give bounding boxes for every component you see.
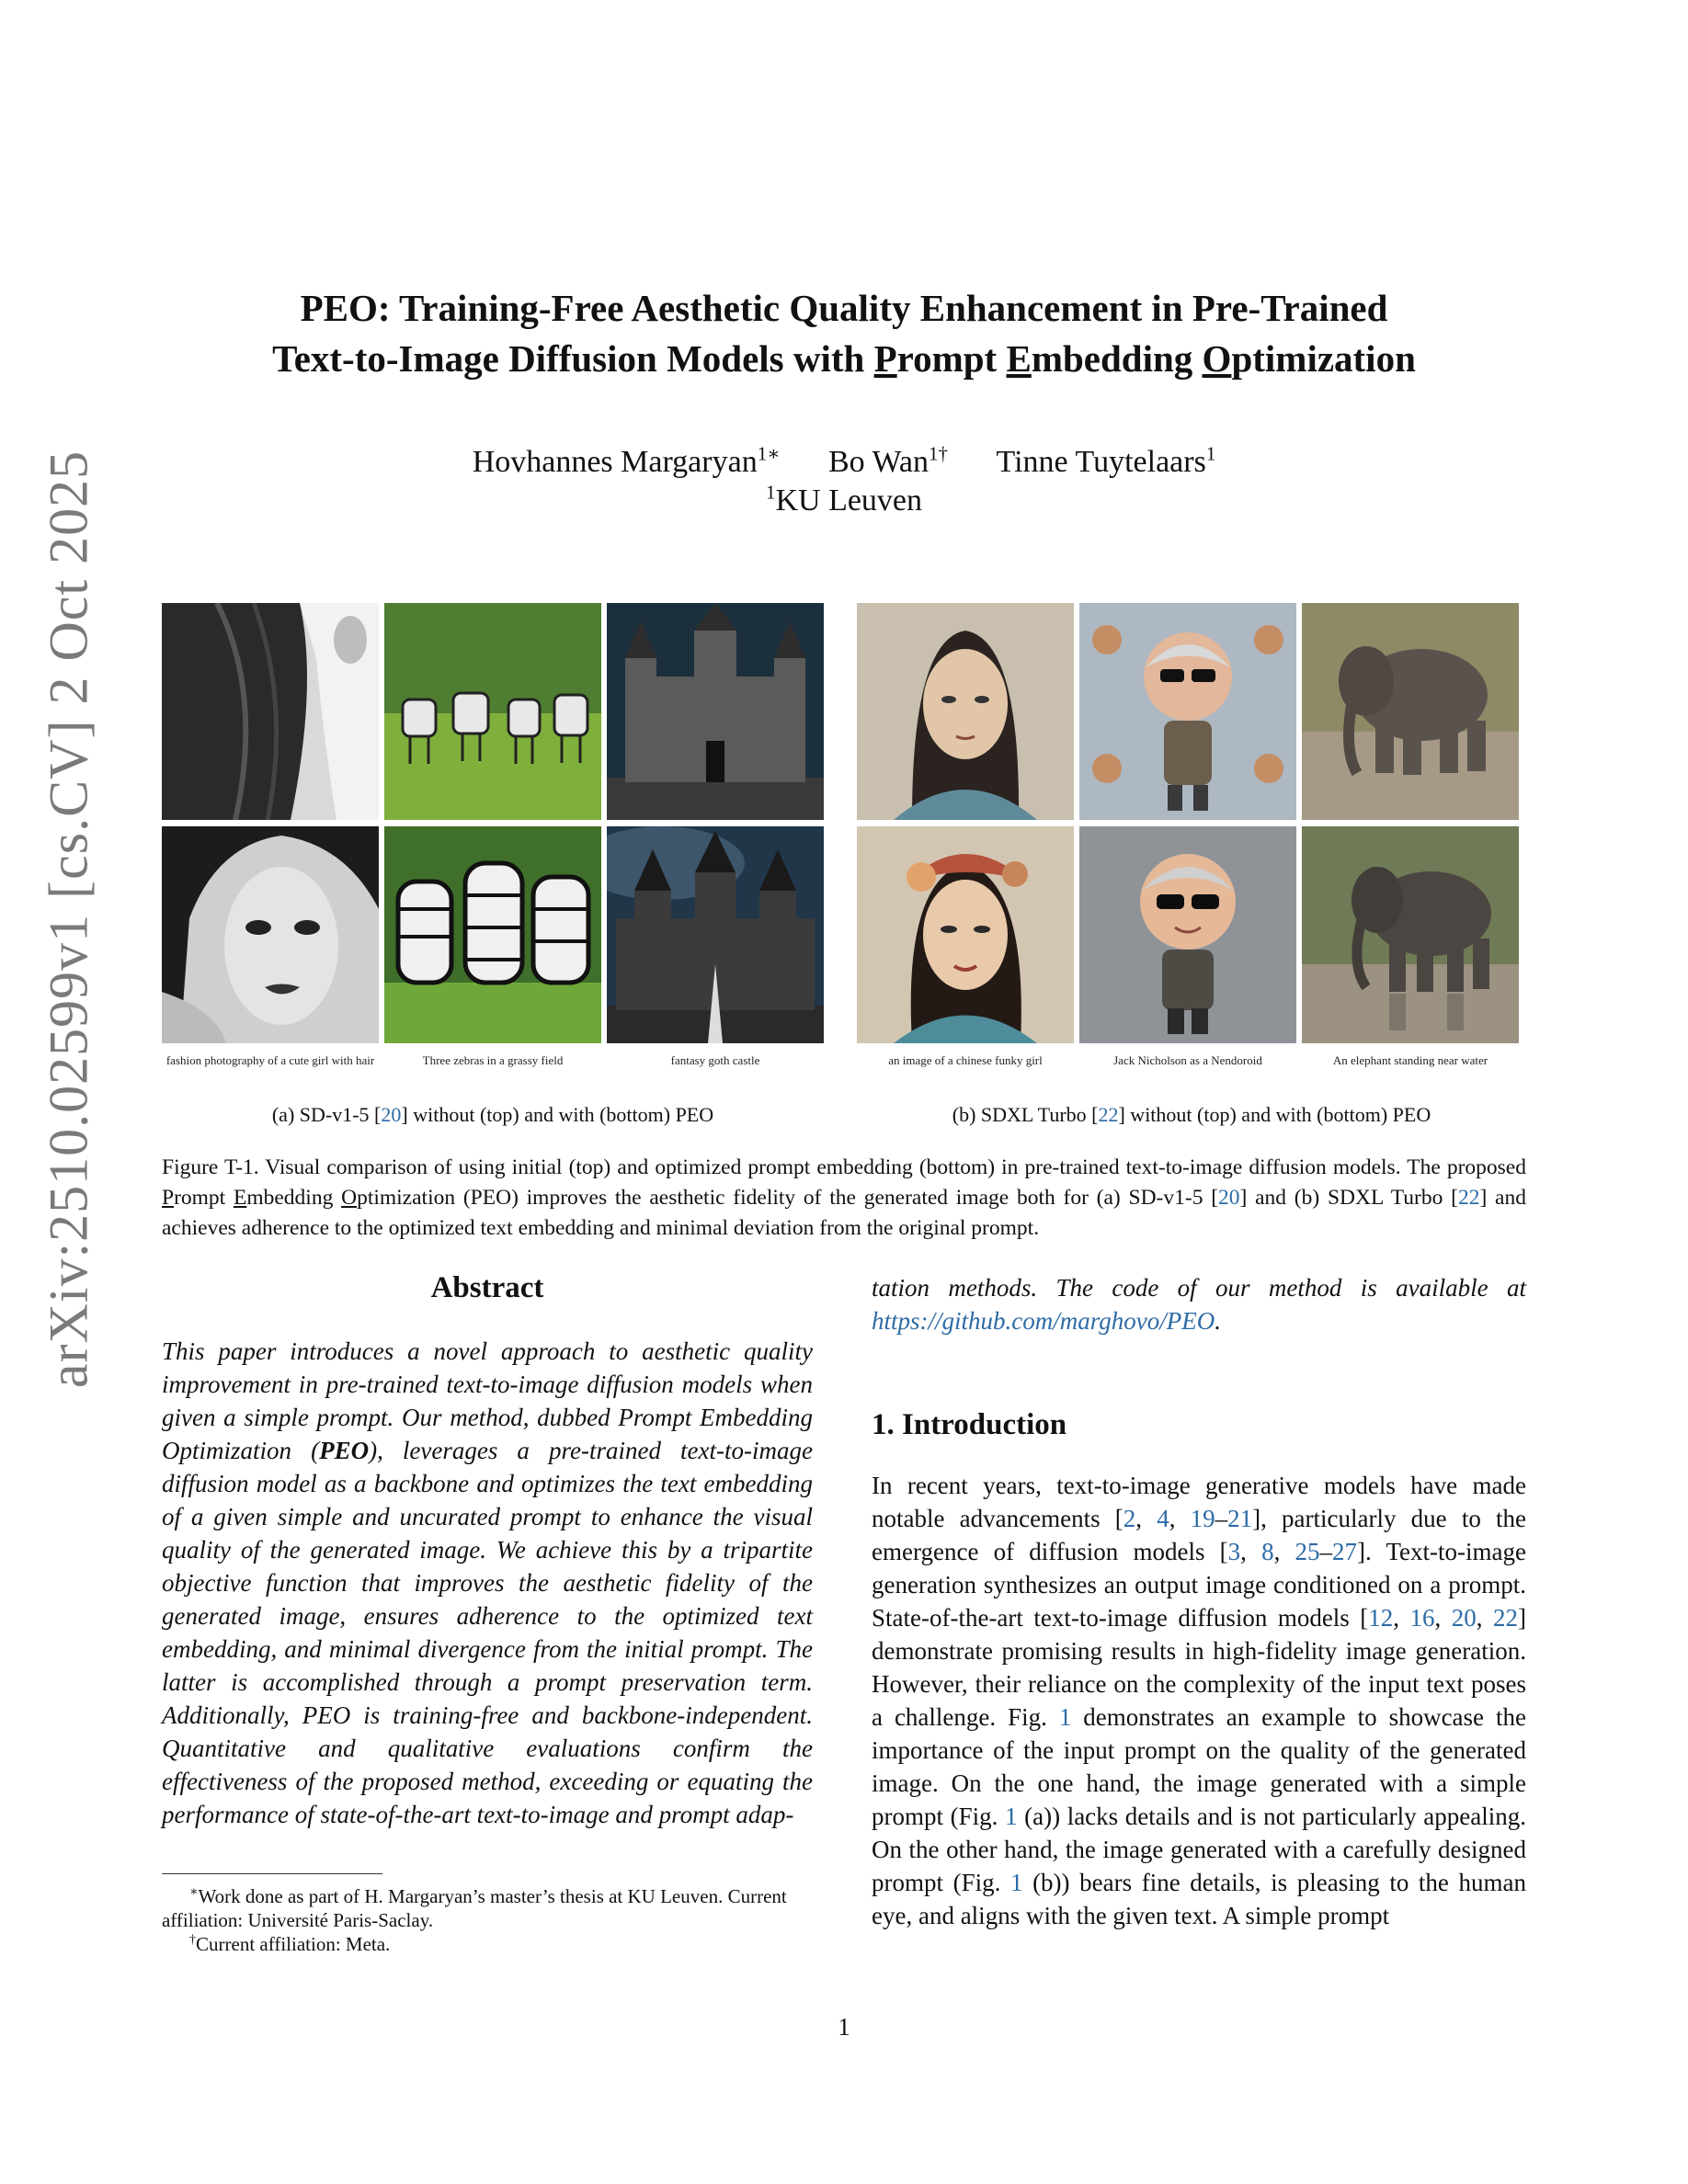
- footnote: ∗Work done as part of H. Margaryan’s master’s thesis at KU Leuven. Current affiliation: Université Paris-Saclay.: [162, 1885, 787, 1931]
- prompt-caption: An elephant standing near water: [1332, 1053, 1488, 1067]
- subcaption-b: (b) SDXL Turbo [22] without (top) and with (bottom) PEO: [952, 1103, 1431, 1126]
- image-castle-after: [607, 826, 824, 1043]
- figure-panel-a: [162, 603, 824, 1083]
- image-chinese-girl-after: [857, 826, 1074, 1043]
- image-girl-after: [162, 826, 379, 1043]
- prompt-caption: Three zebras in a grassy field: [422, 1053, 564, 1067]
- citation-link[interactable]: 20: [381, 1103, 402, 1126]
- citation-link[interactable]: 22: [1493, 1604, 1518, 1632]
- citation-link[interactable]: 22: [1098, 1103, 1119, 1126]
- abstract-heading: Abstract: [430, 1271, 544, 1304]
- image-elephant-after: [1302, 826, 1519, 1043]
- author: Bo Wan$^{1\dagger}$: [827, 442, 949, 479]
- image-girl-before: [162, 603, 379, 820]
- affiliation: $^1$KU Leuven: [765, 481, 923, 518]
- figure-ref-link[interactable]: 1: [1009, 1869, 1023, 1896]
- subcaption-a: (a) SD-v1-5 [20] without (top) and with (bottom) PEO: [271, 1103, 714, 1126]
- citation-link[interactable]: 22: [1457, 1186, 1480, 1210]
- citation-link[interactable]: 20: [1451, 1604, 1477, 1632]
- author-block: [0, 443, 1688, 520]
- arxiv-stamp: arXiv:2510.02599v1 [cs.CV] 2 Oct 2025: [38, 449, 99, 1389]
- prompt-caption: fantasy goth castle: [670, 1053, 760, 1067]
- prompt-caption: an image of a chinese funky girl: [888, 1053, 1043, 1067]
- image-zebras-after: [384, 826, 601, 1043]
- image-zebras-before: [384, 603, 601, 820]
- image-nendoroid-after: [1079, 826, 1296, 1043]
- abstract-body: This paper introduces a novel approach to aesthetic quality improvement in pre-trained text-to-image diffusion models when given a simple prompt. Our method, dubbed Prompt Embedding Optimization (PEO), leverages a pre-trained text-to-image diffusion model as a backbone and optimizes the text embedding of a given simple and uncurated prompt to enhance the visual quality of the generated image. We achieve this by a tripartite objective function that improves the aesthetic fidelity of the generated image, ensures adherence to the optimized text embedding, and minimal divergence from the initial prompt. The latter is accomplished through a prompt preservation term. Additionally, PEO is training-free and backbone-independent. Quantitative and qualitative evaluations confirm the effectiveness of the proposed method, exceeding or equating the performance of state-of-the-art text-to-image and prompt adap-: [162, 1337, 813, 1828]
- citation-link[interactable]: 2: [1123, 1505, 1136, 1532]
- citation-link[interactable]: 8: [1261, 1538, 1274, 1565]
- citation-link[interactable]: 21: [1227, 1505, 1253, 1532]
- citation-link[interactable]: 16: [1409, 1604, 1435, 1632]
- citation-link[interactable]: 20: [1218, 1186, 1240, 1210]
- author: Hovhannes Margaryan$^{1∗}$: [472, 442, 781, 479]
- page-number: 1: [838, 2013, 850, 2041]
- citation-link[interactable]: 12: [1368, 1604, 1394, 1632]
- prompt-caption: Jack Nicholson as a Nendoroid: [1113, 1053, 1262, 1067]
- prompt-caption: fashion photography of a cute girl with hair: [165, 1053, 375, 1067]
- figure-ref-link[interactable]: 1: [1005, 1803, 1018, 1830]
- image-elephant-before: [1302, 603, 1519, 820]
- footnotes: [162, 1884, 813, 1956]
- citation-link[interactable]: 19: [1190, 1505, 1215, 1532]
- figure-ref-link[interactable]: 1: [1058, 1703, 1072, 1731]
- author: Tinne Tuytelaars$^1$: [996, 442, 1216, 479]
- image-castle-before: [607, 603, 824, 820]
- section-heading-introduction: 1. Introduction: [872, 1408, 1067, 1441]
- introduction-body: In recent years, text-to-image generative models have made notable advancements [2, 4, 19–21], particularly due to the emergence of diffusion models [3, 8, 25–27]. Text-to-image generation synthesizes an output image conditioned on a prompt. State-of-the-art text-to-image diffusion models [12, 16, 20, 22] demonstrate promising results in high-fidelity image generation. However, their reliance on the complexity of the input text poses a challenge. Fig. 1 demonstrates an example to showcase the importance of the input prompt on the quality of the generated image. On the one hand, the image generated with a simple prompt (Fig. 1 (a)) lacks details and is not particularly appealing. On the other hand, the image generated with a carefully designed prompt (Fig. 1 (b)) bears fine details, is pleasing to the human eye, and aligns with the given text. A simple prompt: [872, 1472, 1527, 1929]
- code-link[interactable]: https://github.com/marghovo/PEO: [872, 1307, 1215, 1335]
- citation-link[interactable]: 4: [1157, 1505, 1169, 1532]
- citation-link[interactable]: 27: [1332, 1538, 1358, 1565]
- image-nendoroid-before: [1079, 603, 1296, 820]
- paper-title: PEO: Training-Free Aesthetic Quality Enhancement in Pre-Trained Text-to-Image Diffusion Models with Prompt Embedding Optimization: [272, 287, 1416, 380]
- image-chinese-girl-before: [857, 603, 1074, 820]
- footnote: †Current affiliation: Meta.: [189, 1933, 391, 1955]
- abstract-continuation: tation methods. The code of our method is available at https://github.com/marghovo/PEO.: [872, 1274, 1526, 1335]
- citation-link[interactable]: 3: [1227, 1538, 1241, 1565]
- figure-caption: Figure T-1. Visual comparison of using initial (top) and optimized prompt embedding (bottom) in pre-trained text-to-image diffusion models. The proposed Prompt Embedding Optimization (PEO) improves the aesthetic fidelity of the generated image both for (a) SD-v1-5 [20] and (b) SDXL Turbo [22] and achieves adherence to the optimized text embedding and minimal deviation from the original prompt.: [162, 1155, 1526, 1240]
- citation-link[interactable]: 25: [1295, 1538, 1320, 1565]
- figure-panel-b: [857, 603, 1519, 1083]
- footnote-rule: [162, 1873, 382, 1874]
